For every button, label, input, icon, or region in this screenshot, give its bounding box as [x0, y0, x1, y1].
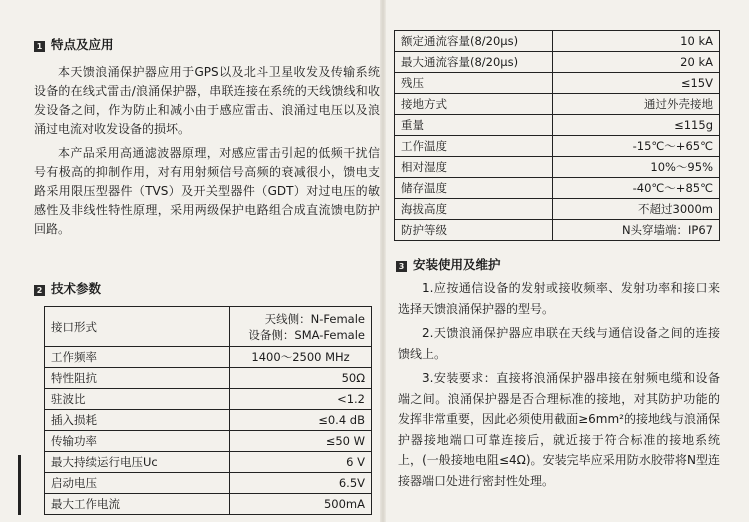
section-1-paragraph-2: 本产品采用高通滤波器原理，对感应雷击引起的低频干扰信号有极高的抑制作用，对有用射频信号高频的衰减很小，馈电支路采用限压型器件（TVS）及开关型器件（GDT）对过电压的敏感性及非线性特性原理，采用两级保护电路组合成直流馈电防护回路。 — [34, 146, 380, 236]
section-3-heading — [396, 256, 501, 274]
section-3-title: 安装使用及维护 — [413, 257, 501, 272]
table-row — [45, 389, 372, 410]
spec-value: N头穿墙端：IP67 — [552, 220, 719, 241]
spec-label: 残压 — [395, 73, 553, 94]
section-number-icon: 1 — [34, 41, 45, 52]
table-row — [45, 307, 372, 347]
spec-value: 6.5V — [230, 473, 372, 494]
install-step-1: 1.应按通信设备的发射或接收频率、发射功率和接口来选择天馈浪涌保护器的型号。 — [398, 281, 720, 316]
spec-label: 工作频率 — [45, 347, 230, 368]
page-fold — [380, 0, 386, 522]
section-3-body — [398, 278, 720, 491]
spec-label: 额定通流容量(8/20μs) — [395, 31, 553, 52]
spec-value: ≤50 W — [230, 431, 372, 452]
spec-value: 20 kA — [552, 52, 719, 73]
table-row — [395, 94, 720, 115]
section-2-heading — [34, 280, 101, 298]
spec-value: 10 kA — [552, 31, 719, 52]
table-row — [395, 199, 720, 220]
spec-label: 插入损耗 — [45, 410, 230, 431]
spec-value: ≤115g — [552, 115, 719, 136]
spec-label: 特性阻抗 — [45, 368, 230, 389]
spec-label: 防护等级 — [395, 220, 553, 241]
spec-label: 最大工作电流 — [45, 494, 230, 515]
table-row — [395, 73, 720, 94]
interface-antenna-side: 天线侧：N-Female — [264, 311, 365, 326]
spec-label: 接口形式 — [45, 307, 230, 347]
spec-value — [230, 307, 372, 347]
table-row — [45, 368, 372, 389]
spec-label: 储存温度 — [395, 178, 553, 199]
spec-value: 50Ω — [230, 368, 372, 389]
table-row — [395, 52, 720, 73]
spec-label: 工作温度 — [395, 136, 553, 157]
section-1-title: 特点及应用 — [51, 37, 114, 52]
table-row — [45, 431, 372, 452]
section-number-icon: 2 — [34, 285, 45, 296]
table-row — [45, 494, 372, 515]
spec-value: 通过外壳接地 — [552, 94, 719, 115]
table-row — [45, 347, 372, 368]
spec-label: 驻波比 — [45, 389, 230, 410]
spec-table-right — [394, 30, 720, 241]
spec-value: -15℃～+65℃ — [552, 136, 719, 157]
spec-label: 传输功率 — [45, 431, 230, 452]
right-column — [394, 30, 720, 488]
section-1-paragraph-1: 本天馈浪涌保护器应用于GPS以及北斗卫星收发及传输系统设备的在线式雷击/浪涌保护器，串联连接在系统的天线馈线和收发设备之间，作为防止和减小由于感应雷击、浪涌过电压以及浪涌过电流对收发设备的损坏。 — [34, 65, 380, 136]
spec-label: 接地方式 — [395, 94, 553, 115]
section-2-title: 技术参数 — [51, 281, 102, 296]
spec-value: 1400～2500 MHz — [230, 347, 372, 368]
spec-label: 最大持续运行电压Uc — [45, 452, 230, 473]
spec-value: -40℃～+85℃ — [552, 178, 719, 199]
spec-label: 相对湿度 — [395, 157, 553, 178]
install-step-3: 3.安装要求：直接将浪涌保护器串接在射频电缆和设备端之间。浪涌保护器是否合理标准的接地，对其防护功能的发挥非常重要，因此必须使用截面≥6mm²的接地线与浪涌保护器接地端口可靠连接后，就近接于符合标准的接地系统上，(一般接地电阻≤4Ω)。安装完毕应采用防水胶带将N型连接器端口处进行密封性处理。 — [398, 371, 720, 488]
spec-label: 最大通流容量(8/20μs) — [395, 52, 553, 73]
spec-value: 500mA — [230, 494, 372, 515]
spec-value: 不超过3000m — [552, 199, 719, 220]
section-number-icon: 3 — [396, 261, 407, 272]
install-step-2: 2.天馈浪涌保护器应串联在天线与通信设备之间的连接馈线上。 — [398, 326, 720, 361]
spec-value: <1.2 — [230, 389, 372, 410]
table-row — [395, 115, 720, 136]
spec-label: 海拔高度 — [395, 199, 553, 220]
spec-value: 10%～95% — [552, 157, 719, 178]
spec-table-left — [44, 306, 372, 515]
table-row — [45, 410, 372, 431]
spec-label: 重量 — [395, 115, 553, 136]
spec-value: ≤0.4 dB — [230, 410, 372, 431]
table-row — [45, 473, 372, 494]
table-row — [395, 31, 720, 52]
table-row — [395, 220, 720, 241]
table-row — [395, 136, 720, 157]
table-row — [395, 178, 720, 199]
section-1-heading — [34, 36, 380, 54]
spec-value: ≤15V — [552, 73, 719, 94]
binding-edge-mark — [18, 455, 21, 515]
spec-value: 6 V — [230, 452, 372, 473]
interface-device-side: 设备侧：SMA-Female — [248, 327, 365, 342]
table-row — [395, 157, 720, 178]
left-column — [34, 36, 380, 511]
table-row — [45, 452, 372, 473]
spec-label: 启动电压 — [45, 473, 230, 494]
